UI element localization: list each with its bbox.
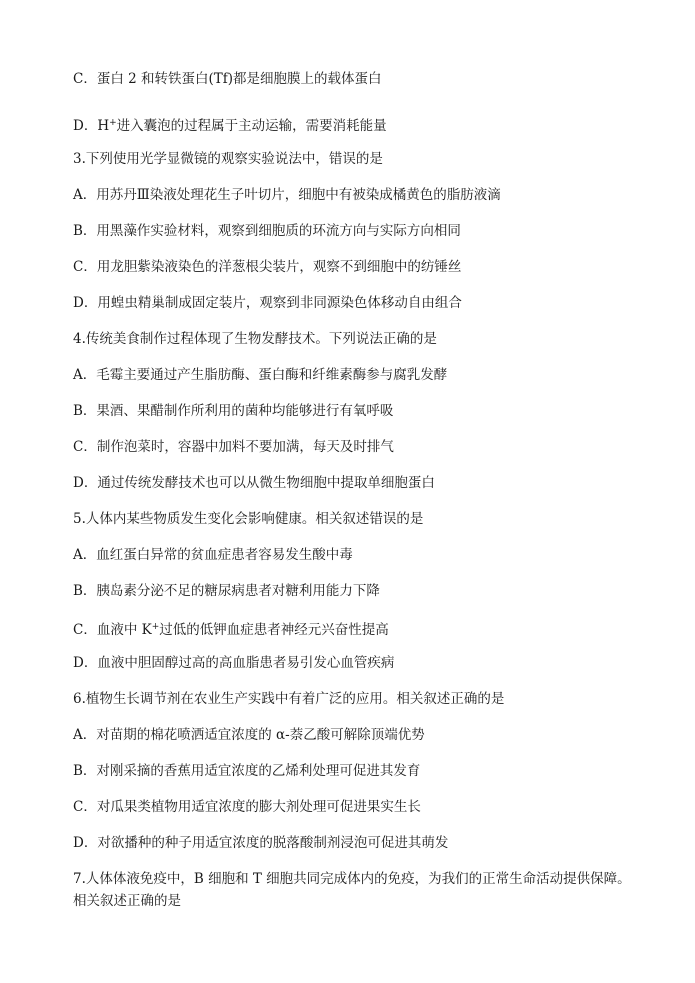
option-6b: B．对刚采摘的香蕉用适宜浓度的乙烯利处理可促进其发育 <box>73 763 421 779</box>
option-5b: B．胰岛素分泌不足的糖尿病患者对糖利用能力下降 <box>73 583 380 599</box>
option-6d: D．对欲播种的种子用适宜浓度的脱落酸制剂浸泡可促进其萌发 <box>73 835 449 851</box>
question-5: 5.人体内某些物质发生变化会影响健康。相关叙述错误的是 <box>73 511 424 527</box>
option-3d: D．用蝗虫精巢制成固定装片，观察到非同源染色体移动自由组合 <box>73 295 462 311</box>
option-3a: A．用苏丹Ⅲ染液处理花生子叶切片，细胞中有被染成橘黄色的脂肪液滴 <box>73 187 501 203</box>
question-3: 3.下列使用光学显微镜的观察实验说法中，错误的是 <box>73 151 383 167</box>
option-2d: D．H+进入囊泡的过程属于主动运输，需要消耗能量 <box>73 118 387 134</box>
option-3b: B．用黑藻作实验材料，观察到细胞质的环流方向与实际方向相同 <box>73 223 461 239</box>
option-5a: A．血红蛋白异常的贫血症患者容易发生酸中毒 <box>73 547 353 563</box>
question-4: 4.传统美食制作过程体现了生物发酵技术。下列说法正确的是 <box>73 331 437 347</box>
option-4d: D．通过传统发酵技术也可以从微生物细胞中提取单细胞蛋白 <box>73 475 435 491</box>
question-7: 7.人体体液免疫中，B 细胞和 T 细胞共同完成体内的免疫，为我们的正常生命活动提供保障。 <box>73 871 631 887</box>
option-3c: C．用龙胆紫染液染色的洋葱根尖装片，观察不到细胞中的纺锤丝 <box>73 259 462 275</box>
option-2c: C．蛋白 2 和转铁蛋白(Tf)都是细胞膜上的载体蛋白 <box>73 71 382 87</box>
option-4b: B．果酒、果醋制作所利用的菌种均能够进行有氧呼吸 <box>73 403 394 419</box>
option-4a: A．毛霉主要通过产生脂肪酶、蛋白酶和纤维素酶参与腐乳发酵 <box>73 367 448 383</box>
option-6a: A．对苗期的棉花喷洒适宜浓度的 α-萘乙酸可解除顶端优势 <box>73 727 425 743</box>
option-5c: C．血液中 K+过低的低钾血症患者神经元兴奋性提高 <box>73 622 389 638</box>
option-5d: D．血液中胆固醇过高的高血脂患者易引发心血管疾病 <box>73 655 395 671</box>
option-6c: C．对瓜果类植物用适宜浓度的膨大剂处理可促进果实生长 <box>73 799 421 815</box>
question-7-cont: 相关叙述正确的是 <box>73 893 181 909</box>
question-6: 6.植物生长调节剂在农业生产实践中有着广泛的应用。相关叙述正确的是 <box>73 691 505 707</box>
option-4c: C．制作泡菜时，容器中加料不要加满，每天及时排气 <box>73 439 394 455</box>
